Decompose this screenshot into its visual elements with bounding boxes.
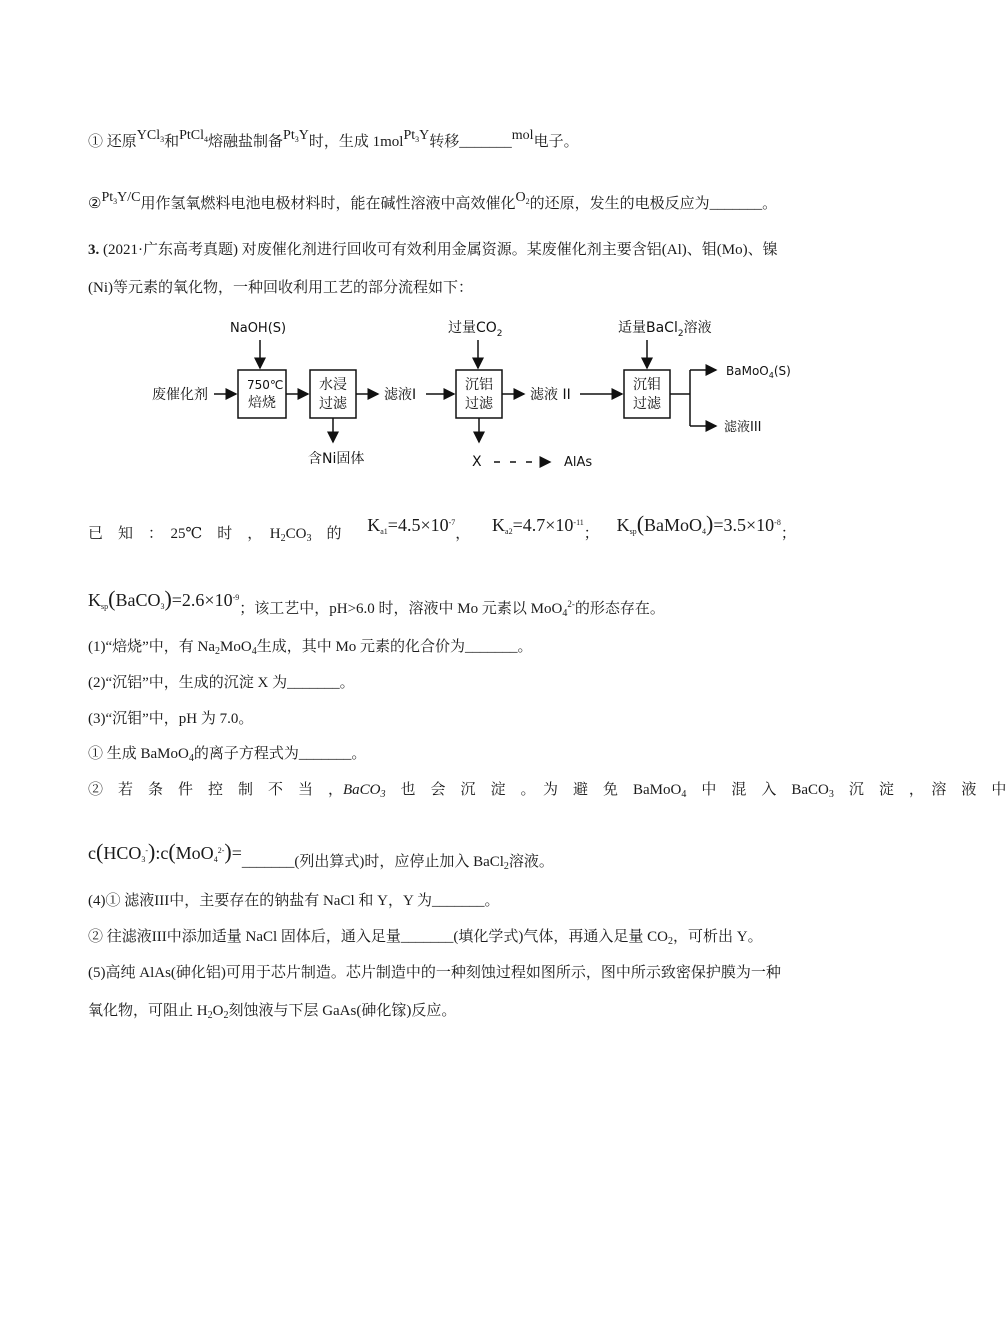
label-filtrate-1: 滤液I — [384, 387, 417, 403]
question-5-line1: (5)高纯 AlAs(砷化铝)可用于芯片制造。芯片制造中的一种刻蚀过程如图所示，图中所示致密保护膜为一种 — [88, 965, 781, 981]
label-alas: AlAs — [564, 455, 593, 470]
formula-pt3y-c: $Pt_3Y/C$ — [101, 190, 141, 206]
box3-line1: 沉铝 — [465, 377, 493, 393]
question-4-1: (4)① 滤液III中，主要存在的钠盐有 NaCl 和 Y，Y 为_______。 — [88, 893, 500, 909]
label-bacl2: 适量BaCl$_2$溶液 — [618, 320, 712, 339]
known-line-1: 已 知 ： 25℃ 时 ， $H_2CO_3$ 的 $K_{a1}=4.5\times 10^{-7}$， $K_{a2}=4.7\times 10^{-11}$； $K_{sp}(BaMoO_4)=3.5\times 10^{-8}$； — [88, 511, 796, 544]
question-4-2: ② 往滤液III中添加适量 NaCl 固体后，通入足量_______(填化学式)气体，再通入足量 $CO_2$，可析出 Y。 — [88, 929, 763, 947]
question-3-2-cont: $c(HCO_3^-):c(MoO_4^{2-})=\_\_\_\_\_\_\_$(列出算式)时，应停止加入 BaCl$_2$溶液。 — [88, 839, 554, 872]
box2-line2: 过滤 — [319, 396, 347, 412]
question-3: (3)“沉钼”中，pH 为 7.0。 — [88, 711, 254, 727]
formula-ptcl4: PtCl$_4$ — [179, 128, 209, 144]
ratio-formula: $c(HCO_3^-):c(MoO_4^{2-})=$ — [88, 839, 242, 864]
q3-header: 3. (2021·广东高考真题) 对废催化剂进行回收可有效利用金属资源。某废催化剂主要含铝(Al)、钼(Mo)、镍 — [88, 242, 778, 258]
process-flowchart — [150, 318, 810, 478]
label-filtrate-2: 滤液 II — [530, 387, 571, 403]
ka1-formula: $K_{a1}=4.5\times 10^{-7}$ — [367, 515, 456, 536]
box4-line1: 沉钼 — [633, 377, 661, 393]
label-ni-solid: 含Ni固体 — [308, 451, 365, 467]
question-3-1: ① 生成 BaMoO$_4$的离子方程式为_______。 — [88, 746, 367, 764]
box2-line1: 水浸 — [319, 377, 347, 393]
label-x: X — [472, 454, 482, 470]
ksp-baco3-formula: $K_{sp}(BaCO_3)=2.6\times 10^{-9}$ — [88, 586, 240, 611]
formula-ycl3: YCl$_3$ — [136, 128, 165, 144]
unit-mol: mol — [511, 128, 534, 143]
ka2-formula: $K_{a2}=4.7\times 10^{-11}$ — [492, 515, 584, 536]
known-line-2: $K_{sp}(BaCO_3)=2.6\times 10^{-9}$；该工艺中，pH>6.0 时，溶液中 Mo 元素以 MoO$_4^{2-}$的形态存在。 — [88, 586, 665, 619]
question-2: (2)“沉铝”中，生成的沉淀 X 为_______。 — [88, 675, 355, 691]
question-3-2: ② 若 条 件 控 制 不 当 ，BaCO$_3$ 也 会 沉 淀 。 为 避 免 BaMoO$_4$ 中 混 入 BaCO$_3$ 沉 淀 ， 溶 液 中 — [88, 782, 1006, 800]
question-number: 3. — [88, 242, 100, 258]
formula-pt3y-2: $Pt_3Y$ — [403, 128, 430, 144]
box1-temp: 750℃ — [247, 378, 284, 392]
label-co2: 过量$CO_2$ — [448, 320, 503, 339]
q3-line2: (Ni)等元素的氧化物，一种回收利用工艺的部分流程如下： — [88, 280, 473, 296]
box1-label: 焙烧 — [248, 395, 276, 411]
ksp-bamoo4-formula: $K_{sp}(BaMoO_4)=3.5\times 10^{-8}$ — [616, 511, 781, 536]
question-1: (1)“焙烧”中，有 $Na_2MoO_4$生成，其中 Mo 元素的化合价为_______。 — [88, 639, 533, 657]
question-5-line2: 氧化物，可阻止 $H_2O_2$刻蚀液与下层 GaAs(砷化镓)反应。 — [88, 1003, 457, 1021]
q2-part2-line: $②Pt_3Y/C$用作氢氧燃料电池电极材料时，能在碱性溶液中高效催化$O_2$的还原，发生的电极反应为_______。 — [88, 190, 778, 212]
box4-line2: 过滤 — [633, 396, 661, 412]
formula-o2: $O_2$ — [515, 190, 530, 206]
label-waste-catalyst: 废催化剂 — [152, 387, 208, 403]
label-naoh: NaOH(S) — [230, 321, 287, 336]
label-filtrate-3: 滤液III — [724, 420, 762, 435]
question-source: (2021·广东高考真题) — [99, 242, 242, 258]
box3-line2: 过滤 — [465, 396, 493, 412]
formula-pt3y: $Pt_3Y$ — [283, 128, 309, 144]
q2-part1-line: ① 还原YCl$_3$和PtCl$_4$熔融盐制备$Pt_3Y$时，生成 1molPt$_3$Y转移_______mol电子。 — [88, 128, 579, 150]
label-bamoo4: BaMoO$_4$(S) — [726, 364, 791, 380]
